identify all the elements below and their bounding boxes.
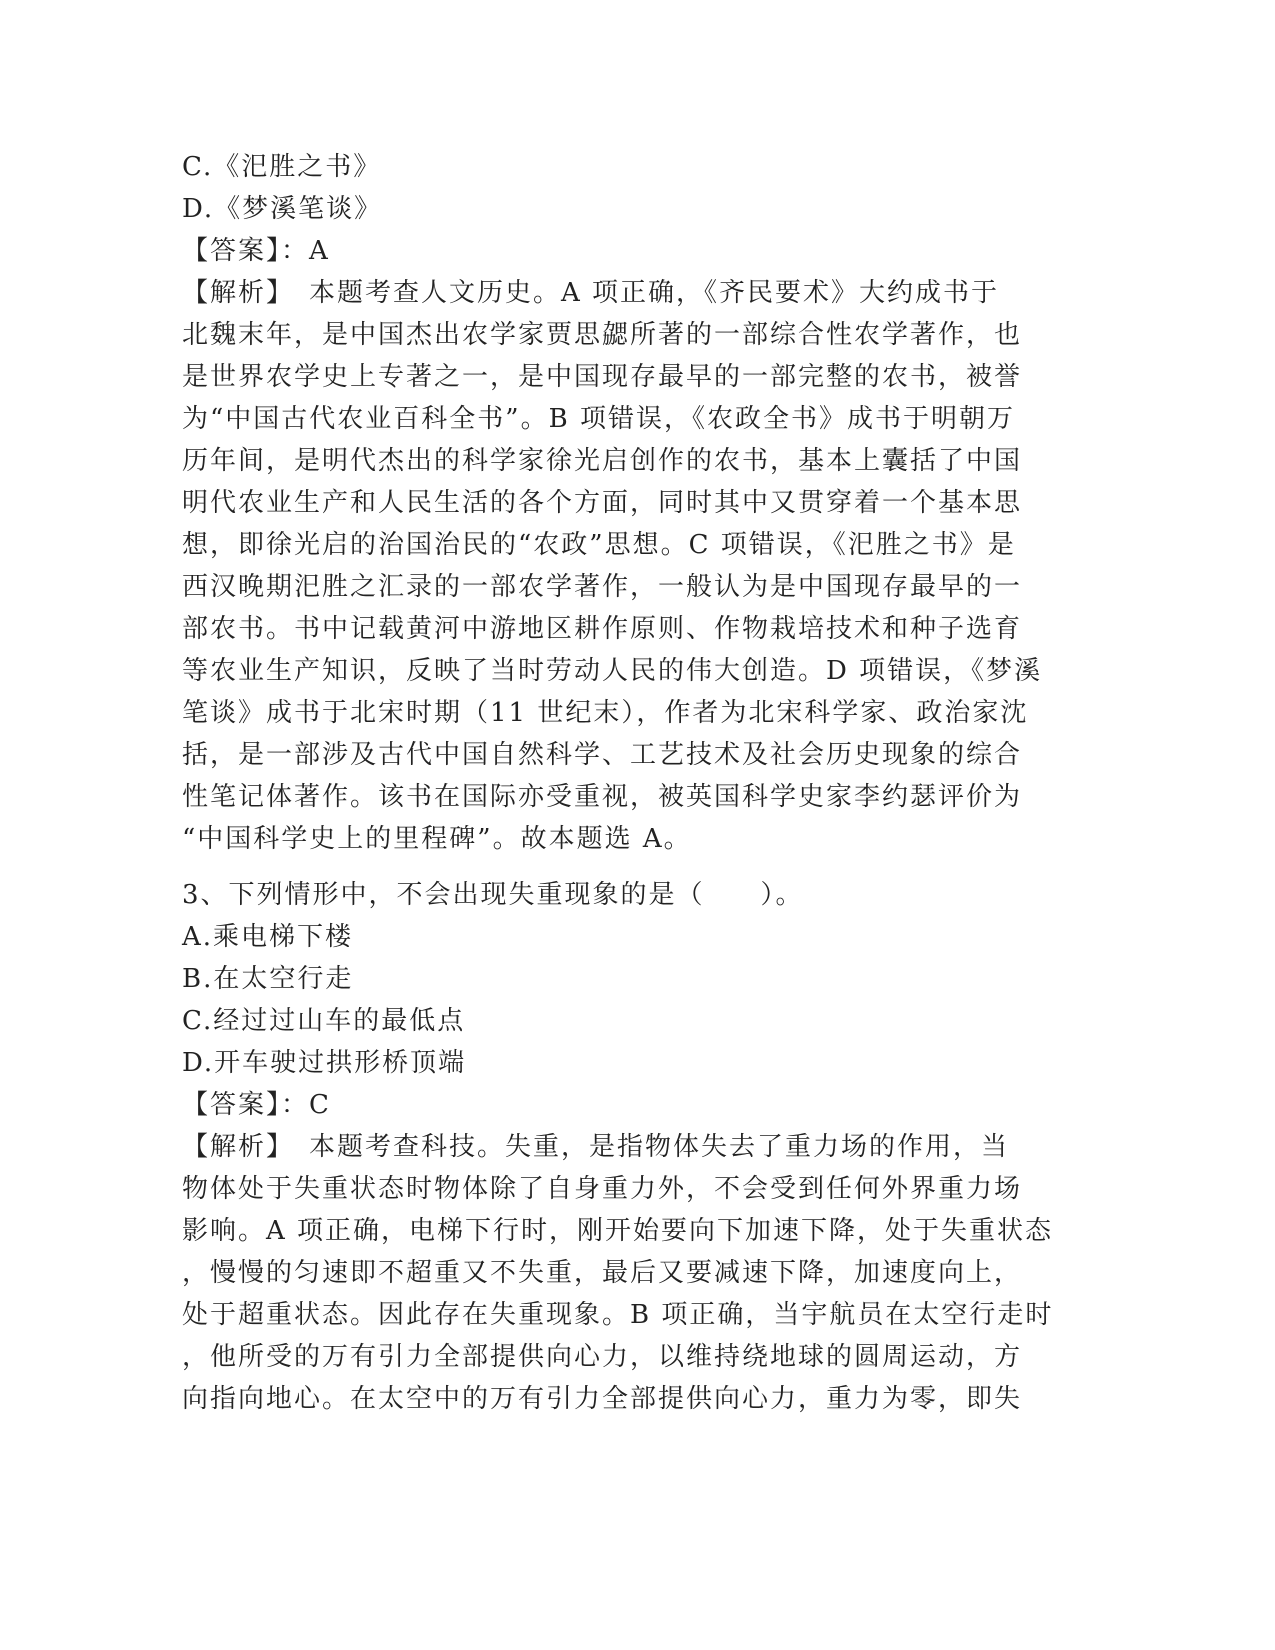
option-d: D.开车驶过拱形桥顶端 [182,1048,467,1078]
document-content [182,146,1054,1420]
option-a: A.乘电梯下楼 [182,922,354,952]
explanation-line: 历年间，是明代杰出的科学家徐光启创作的农书，基本上囊括了中国 [182,446,1023,476]
explanation-line: 部农书。书中记载黄河中游地区耕作原则、作物栽培技术和种子选育 [182,614,1023,644]
option-c: C.经过过山车的最低点 [182,1006,466,1036]
question-2-continuation [182,146,1043,860]
explanation-line: 【解析】 本题考查人文历史。A 项正确，《齐民要术》大约成书于 [182,278,1000,308]
explanation-line: 性笔记体著作。该书在国际亦受重视，被英国科学史家李约瑟评价为 [182,782,1023,812]
explanation-line: 笔谈》成书于北宋时期（11 世纪末），作者为北宋科学家、政治家沈 [182,698,1029,728]
explanation-line: “中国科学史上的里程碑”。故本题选 A。 [182,824,692,854]
explanation-line: 西汉晚期汜胜之汇录的一部农学著作，一般认为是中国现存最早的一 [182,572,1023,602]
explanation-line: 是世界农学史上专著之一，是中国现存最早的一部完整的农书，被誉 [182,362,1023,392]
option-d: D.《梦溪笔谈》 [182,194,383,224]
explanation-line: 北魏末年，是中国杰出农学家贾思勰所著的一部综合性农学著作，也 [182,320,1023,350]
question-gap [182,860,1038,874]
explanation-line: ，慢慢的匀速即不超重又不失重，最后又要减速下降，加速度向上， [182,1258,1023,1288]
option-c: C.《汜胜之书》 [182,152,382,182]
explanation-line: ，他所受的万有引力全部提供向心力，以维持绕地球的圆周运动，方 [182,1342,1023,1372]
question-stem: 3、下列情形中，不会出现失重现象的是（ ）。 [182,880,804,910]
question-3 [182,874,1054,1420]
explanation-line: 物体处于失重状态时物体除了自身重力外，不会受到任何外界重力场 [182,1174,1023,1204]
explanation-line: 明代农业生产和人民生活的各个方面，同时其中又贯穿着一个基本思 [182,488,1023,518]
answer-line: 【答案】：C [182,1090,331,1120]
explanation-line: 等农业生产知识，反映了当时劳动人民的伟大创造。D 项错误，《梦溪 [182,656,1043,686]
option-b: B.在太空行走 [182,964,354,994]
explanation-line: 想，即徐光启的治国治民的“农政”思想。C 项错误，《汜胜之书》是 [182,530,1016,560]
explanation-line: 【解析】 本题考查科技。失重，是指物体失去了重力场的作用，当 [182,1132,1010,1162]
explanation-line: 处于超重状态。因此存在失重现象。B 项正确，当宇航员在太空行走时 [182,1300,1054,1330]
answer-line: 【答案】：A [182,236,330,266]
explanation-line: 括，是一部涉及古代中国自然科学、工艺技术及社会历史现象的综合 [182,740,1023,770]
explanation-line: 影响。A 项正确，电梯下行时，刚开始要向下加速下降，处于失重状态 [182,1216,1054,1246]
explanation-line: 为“中国古代农业百科全书”。B 项错误，《农政全书》成书于明朝万 [182,404,1015,434]
explanation-line: 向指向地心。在太空中的万有引力全部提供向心力，重力为零，即失 [182,1384,1023,1414]
